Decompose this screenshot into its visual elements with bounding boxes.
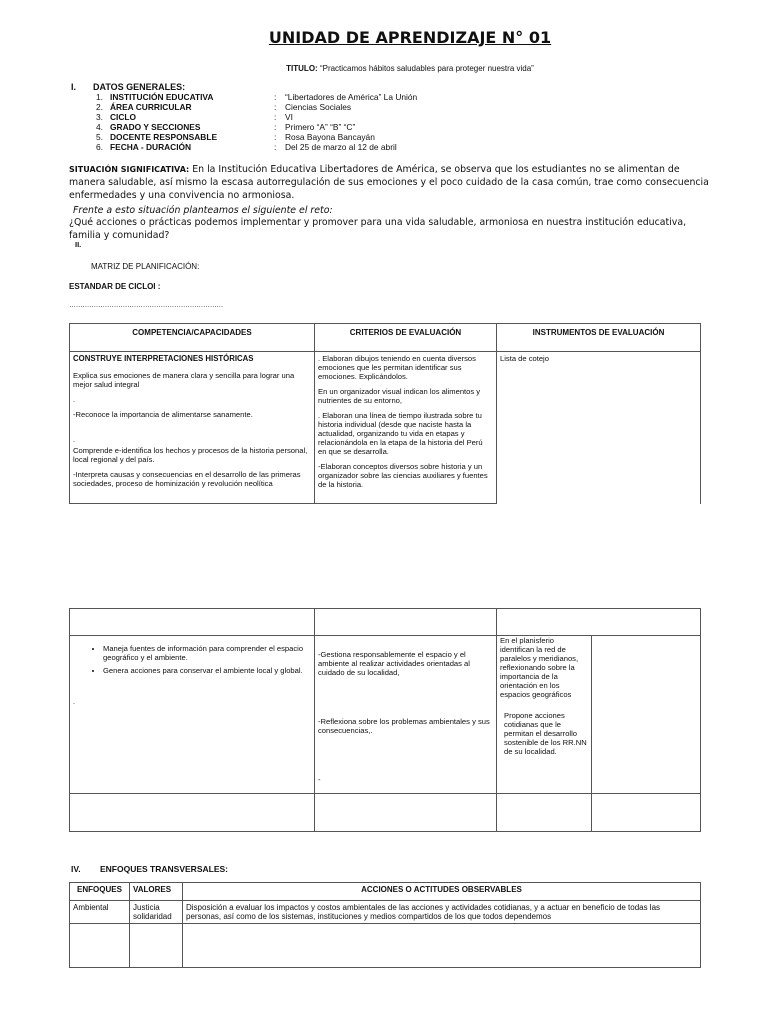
- datos-item-label: GRADO Y SECCIONES: [110, 122, 201, 132]
- unit-subtitle: [0, 64, 768, 73]
- col-header-instrumentos: INSTRUMENTOS DE EVALUACIÓN: [497, 324, 701, 352]
- datos-item-label: ÁREA CURRICULAR: [110, 102, 192, 112]
- reto-intro: Frente a esto situación planteamos el siguiente el reto:: [73, 205, 333, 216]
- datos-item-value: “Libertadores de América” La Unión: [285, 92, 418, 102]
- t2-bullet-list: [73, 644, 311, 675]
- t2-bullet-item: • Genera acciones para conservar el ambiente local y global.: [103, 666, 311, 675]
- t2-empty-cell: [70, 794, 315, 832]
- valores-cell: [130, 924, 183, 968]
- valores-cell: Justicia solidaridad: [130, 901, 183, 924]
- datos-item-colon: :: [274, 92, 277, 102]
- capacidad-item: Explica sus emociones de manera clara y sencilla para lograr una mejor salud integral: [73, 371, 295, 389]
- datos-item-label: CICLO: [110, 112, 137, 122]
- datos-item-number: 3.: [96, 112, 103, 122]
- competencia-title: CONSTRUYE INTERPRETACIONES HISTÓRICAS: [73, 354, 254, 363]
- t2-competencia-cell: [70, 636, 315, 794]
- criterio-item: . Elaboran una línea de tiempo ilustrada sobre tu historia individual (desde que naciste hasta la actualidad, organizando tu vida en etapas y relacionándola en la etapa de la historia del Perú en que se desarrolla.: [318, 411, 483, 456]
- datos-item-value: Ciencias Sociales: [285, 102, 352, 112]
- t2-criterio-item: -Gestiona responsablemente el espacio y el ambiente al realizar actividades orientadas al cuidado de su localidad,: [318, 650, 470, 677]
- matriz-label: MATRIZ DE PLANIFICACIÓN:: [91, 262, 200, 271]
- acciones-cell: [183, 924, 701, 968]
- capacidad-item: Comprende e-identifica los hechos y procesos de la historia personal, local regional y del país.: [73, 446, 308, 464]
- datos-item-colon: :: [274, 142, 277, 152]
- col-header-competencia: COMPETENCIA/CAPACIDADES: [70, 324, 315, 352]
- datos-item-value: Rosa Bayona Bancayán: [285, 132, 375, 142]
- t2-empty-cell: [592, 794, 701, 832]
- t2-inst-item: Propone acciones cotidianas que le permitan el desarrollo sostenible de los RR.NN de su localidad.: [504, 711, 587, 756]
- datos-item: [96, 92, 556, 102]
- datos-item-colon: :: [274, 102, 277, 112]
- acciones-header: ACCIONES O ACTITUDES OBSERVABLES: [183, 883, 701, 901]
- reto-question: ¿Qué acciones o prácticas podemos implementar y promover para una vida saludable, armoniosa en nuestra institución educativa, familia y comunidad?: [69, 217, 687, 241]
- t2-header-cell: [315, 609, 497, 636]
- valores-header: VALORES: [130, 883, 183, 901]
- enfoques-table: [69, 882, 701, 968]
- document-title: UNIDAD DE APRENDIZAJE N° 01: [268, 28, 552, 47]
- col-header-criterios: CRITERIOS DE EVALUACIÓN: [315, 324, 497, 352]
- enfoque-cell: [70, 924, 130, 968]
- datos-item-label: INSTITUCIÓN EDUCATIVA: [110, 92, 214, 102]
- criterios-cell: [315, 352, 497, 504]
- datos-item-colon: :: [274, 132, 277, 142]
- situacion-label: SITUACIÓN SIGNIFICATIVA:: [69, 165, 190, 174]
- t2-dot: .: [73, 697, 76, 706]
- t2-criterio-item: -: [318, 775, 321, 784]
- datos-item-colon: :: [274, 112, 277, 122]
- datos-item-number: 5.: [96, 132, 103, 142]
- t2-bullet-item: • Maneja fuentes de información para comprender el espacio geográfico y el ambiente.: [103, 644, 311, 662]
- datos-item-number: 1.: [96, 92, 103, 102]
- t2-criterios-cell: [315, 636, 497, 794]
- datos-item-colon: :: [274, 122, 277, 132]
- datos-item: [96, 102, 556, 112]
- capacidad-item: -Interpreta causas y consecuencias en el desarrollo de las primeras sociedades, proceso de hominización y revolución neolítica: [73, 470, 301, 488]
- datos-item: [96, 142, 556, 152]
- datos-generales-list: [96, 92, 556, 152]
- section-1-heading: DATOS GENERALES:: [93, 82, 186, 92]
- enfoque-cell: Ambiental: [70, 901, 130, 924]
- datos-item-number: 6.: [96, 142, 103, 152]
- t2-header-cell: [70, 609, 315, 636]
- instrumentos-cell: [497, 352, 701, 504]
- subtitle-text: “Practicamos hábitos saludables para proteger nuestra vida”: [319, 64, 534, 73]
- criterio-item: . Elaboran dibujos teniendo en cuenta diversos emociones que les permitan identificar sus emociones. Explicándolos.: [318, 354, 476, 381]
- t2-instrumentos-cell: [497, 636, 592, 794]
- datos-item: [96, 112, 556, 122]
- planning-table-2: [69, 608, 701, 832]
- situacion-text: En la Institución Educativa Libertadores de América, se observa que los estudiantes no se alimentan de manera saludable, así mismo la escasa autorregulación de sus emociones y el poco cuidado de la casa común, trae como consecuencia enfermedades y una convivencia no armoniosa.: [69, 164, 709, 201]
- section-4-heading: ENFOQUES TRANSVERSALES:: [100, 864, 228, 874]
- t2-empty-cell: [315, 794, 497, 832]
- datos-item-number: 2.: [96, 102, 103, 112]
- datos-item-value: Primero “A” “B” “C”: [285, 122, 356, 132]
- capacidad-item: -Reconoce la importancia de alimentarse sanamente.: [73, 410, 253, 419]
- section-2-number: II.: [75, 240, 82, 249]
- datos-item-label: DOCENTE RESPONSABLE: [110, 132, 218, 142]
- t2-criterio-item: -Reflexiona sobre los problemas ambientales y sus consecuencias,.: [318, 717, 490, 735]
- datos-item-value: VI: [285, 112, 293, 122]
- criterio-item: -Elaboran conceptos diversos sobre historia y un organizador sobre las ciencias auxiliares y fuentes de la historia.: [318, 462, 488, 489]
- datos-item-label: FECHA - DURACIÓN: [110, 142, 192, 152]
- datos-item: [96, 132, 556, 142]
- t2-header-cell: [497, 609, 701, 636]
- capacidad-item: .: [73, 435, 76, 444]
- enfoques-header: ENFOQUES: [70, 883, 130, 901]
- criterio-item: En un organizador visual indican los alimentos y nutrientes de su entorno,: [318, 387, 481, 405]
- section-4-number: IV.: [71, 864, 81, 874]
- t2-inst-item: En el planisferio identifican la red de paralelos y meridianos, reflexionando sobre la importancia de la orientación en los espacios geográficos: [500, 636, 579, 699]
- t2-empty-cell: [497, 794, 592, 832]
- acciones-cell: Disposición a evaluar los impactos y costos ambientales de las acciones y actividades cotidianas, y a actuar en beneficio de todas las personas, así como de los sistemas, instituciones y medios compartidos de los que todos dependemos: [183, 901, 701, 924]
- estandar-dots: ……………………………………………………………: [69, 302, 224, 309]
- instrumento-text: Lista de cotejo: [500, 354, 549, 363]
- t2-extra-cell: [592, 636, 701, 794]
- datos-item: [96, 122, 556, 132]
- capacidad-item: .: [73, 395, 76, 404]
- datos-item-value: Del 25 de marzo al 12 de abril: [285, 142, 397, 152]
- subtitle-label: TITULO:: [286, 64, 318, 73]
- estandar-label: ESTANDAR DE CICLOI :: [69, 282, 161, 291]
- situacion-significativa: [69, 163, 709, 202]
- datos-item-number: 4.: [96, 122, 103, 132]
- section-1-number: I.: [71, 82, 77, 92]
- planning-table: [69, 323, 701, 504]
- competencia-cell: [70, 352, 315, 504]
